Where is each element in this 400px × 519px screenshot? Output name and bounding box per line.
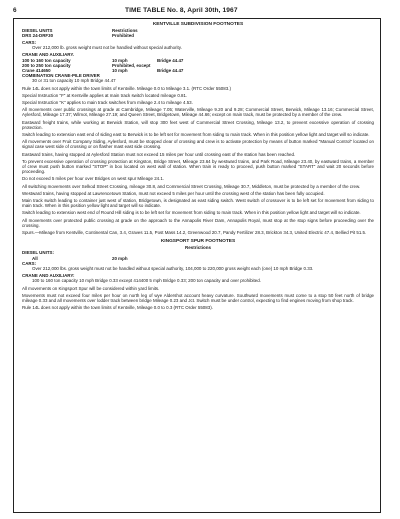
footnote-paragraph: All movements on Kingsport Spur will be considered within yard limits. <box>22 285 160 291</box>
footnote-paragraph: Do not exceed 5 miles per hour over Bridges on west spur Mileage 24.1. <box>22 176 165 182</box>
kentville-title: KENTVILLE SUBDIVISION FOOTNOTES <box>152 22 244 27</box>
footnotes-frame <box>13 18 381 513</box>
crane-speed: Prohibited, except <box>112 62 151 68</box>
cars-text: Over 212,000 lb. gross weight must not be handled without special authority. <box>32 45 182 51</box>
combo-label: COMBINATION CRANE-PILE DRIVER <box>22 73 100 79</box>
crane-capacity: 200 to 250 ton capacity <box>22 62 71 68</box>
crane-bridge: Bridge 44.47 <box>157 68 184 74</box>
footnote-paragraph: Rule 14L does not apply within the town limits of Kentville, Mileage 0.0 to 0.3 (RTC Order 55083). <box>22 305 213 311</box>
footnote-paragraph: Movements must not exceed four miles per hour on north leg of wye Aldershot account heavy curvature. Southward movements must come to a stop 50 feet north of bridge mileage 0.33 and all movements over lodder track between bridge Mileage 0.23 and Jct. Switch must be under control, expecting to find engines moving from shop track. <box>22 292 374 304</box>
footnote-paragraph: Westward trains, having stopped at Lawrencetown Station, must not exceed 5 miles per hour until the crossing west of the station has been fully occupied. <box>22 190 325 196</box>
kingsport-diesel-label: DIESEL UNITS: <box>22 250 54 256</box>
footnote-paragraph: Special Instruction "F" at Kentville applies at main track switch located mileage 0.81. <box>22 92 188 98</box>
footnote-paragraph: Switch leading to extension east end of siding east to Berwick is to be left set for movement from siding to main track. When in this position yellow light and target will so indicate. <box>22 132 370 138</box>
footnote-paragraph: Rule 14L does not apply within the town limits of Kentville. Mileage 0.0 to Mileage 3.1. (RTC Order 55083.) <box>22 85 231 91</box>
diesel-unit: All <box>32 255 38 261</box>
kingsport-restrictions-label: Restrictions <box>184 244 211 250</box>
crane-capacity: Crane 414650 <box>22 68 51 74</box>
kingsport-cars-label: CARS: <box>22 260 37 266</box>
crane-bridge: Bridge 44.47 <box>157 57 184 63</box>
cars-label: CARS: <box>22 40 37 45</box>
footnote-paragraph: Main track switch leading to container just west of station, Bridgetown, is designated as east siding switch. West switch of crossover is to be left set for movement from siding to main track. When in this position yellow light and target will so indicate. <box>22 198 374 209</box>
footnote-paragraph: Special Instruction "K" applies to main track switches from mileage 2.4 to mileage 4.53. <box>22 100 193 106</box>
page-title: TIME TABLE No. 8, April 30th, 1967 <box>125 7 238 14</box>
footnote-paragraph: All switching movements over Selkod Street Crossing, mileage 30.8, and Commercial Street Crossing, Mileage 30.7, Middleton, must be protected by a member of the crew. <box>22 183 361 189</box>
restrictions-label: Restrictions <box>112 28 138 33</box>
footnote-paragraph: Eastward trains, having stopped at Aylesford Station must not exceed 15 miles per hour until crossing east of the station has been reached. <box>22 151 296 157</box>
footnote-paragraph: All movements over Fruit Company Siding, Aylesford, must be stopped clear of crossing and crew is to activate protection by means of button marked "Manual Control" located on signal case west side of crossing or on flasher mast east side crossing. <box>22 139 374 150</box>
footnote-paragraph: Switch leading to extension west end of Round Hill siding is to be left set for movement from siding to main track. When in this position yellow light and target will so indicate. <box>22 210 361 216</box>
crane-speed: 10 mph <box>112 68 128 74</box>
page-header <box>13 7 388 16</box>
diesel-unit: DRS 24-DRF30 <box>22 33 54 39</box>
crane-capacity: 100 to 160 ton capacity <box>22 57 71 63</box>
diesel-restriction: Prohibited <box>112 33 134 39</box>
kingsport-crane-text: 100 to 160 ton capacity 10 mph Bridge 0.33 except 414400 5 mph Bridge 0.33; 200 ton capacity and over prohibited. <box>32 278 261 284</box>
crane-speed: 10 mph <box>112 57 128 63</box>
footnote-paragraph: All movements over protected public crossing at grade on the approach to the Annapolis River Dam, Annapolis Royal, must stop at the stop signs before proceeding over the crossing. <box>22 217 374 228</box>
combo-text: 30 or 31 ton capacity 10 mph Bridge 44.47 <box>32 78 116 84</box>
footnote-paragraph: Spurs.—Mileage from Kentville, Continental Can, 3.4, Graves 11.5, Post Mass 14.2, Greenwood 20.7, Pandy Fertilizer 28.3, Brickton 34.3, United Electric 47.4, Bellied Pit 51.5. <box>22 230 367 236</box>
kingsport-crane-label: CRANE AND AUXILIARY: <box>22 273 75 279</box>
diesel-speed: 20 mph <box>112 255 128 261</box>
kingsport-title: KINGSPORT SPUR FOOTNOTES <box>160 238 236 244</box>
footnote-paragraph: All movements over public crossings at grade at Cambridge, Mileage 7.05; Waterville, Mileage 9.20 and 9.28; Commercial Street, Berwick, Mileage 13.16; Commercial Street, Aylesford, Mileage 17.37; Wilmot, Mileage 27.19; and Queen Street, Bridgetown, Mileage 44.66; except on main track, must be protected by a member of the crew. <box>22 107 374 118</box>
crane-label: CRANE AND AUXILIARY. <box>22 52 75 58</box>
diesel-label: DIESEL UNITS <box>22 28 53 33</box>
footnote-paragraph: To prevent excessive operation of crossing protection at Kingston, Bridge Street, Mileage 23.64 by westward trains, and Park Road, Mileage 23.40, by eastward trains, a member of crew must push button marked "STOP" in box located on west wall of station. When train is ready to proceed, push button marked "START" and wait 20 seconds before proceeding. <box>22 158 374 175</box>
kingsport-cars-text: Over 212,000 lbs. gross weight must not be handled without special authority, 104,000 to 220,000 gross weight each (one) 10 mph Bridge 0.33. <box>32 266 314 271</box>
page-number: 6 <box>13 7 17 14</box>
footnote-paragraph: Eastward freight trains, while working at Berwick Station, will stop 300 feet west of Commercial Street Crossing, Mileage 13.2, to prevent excessive operation of crossing protection. <box>22 119 374 130</box>
